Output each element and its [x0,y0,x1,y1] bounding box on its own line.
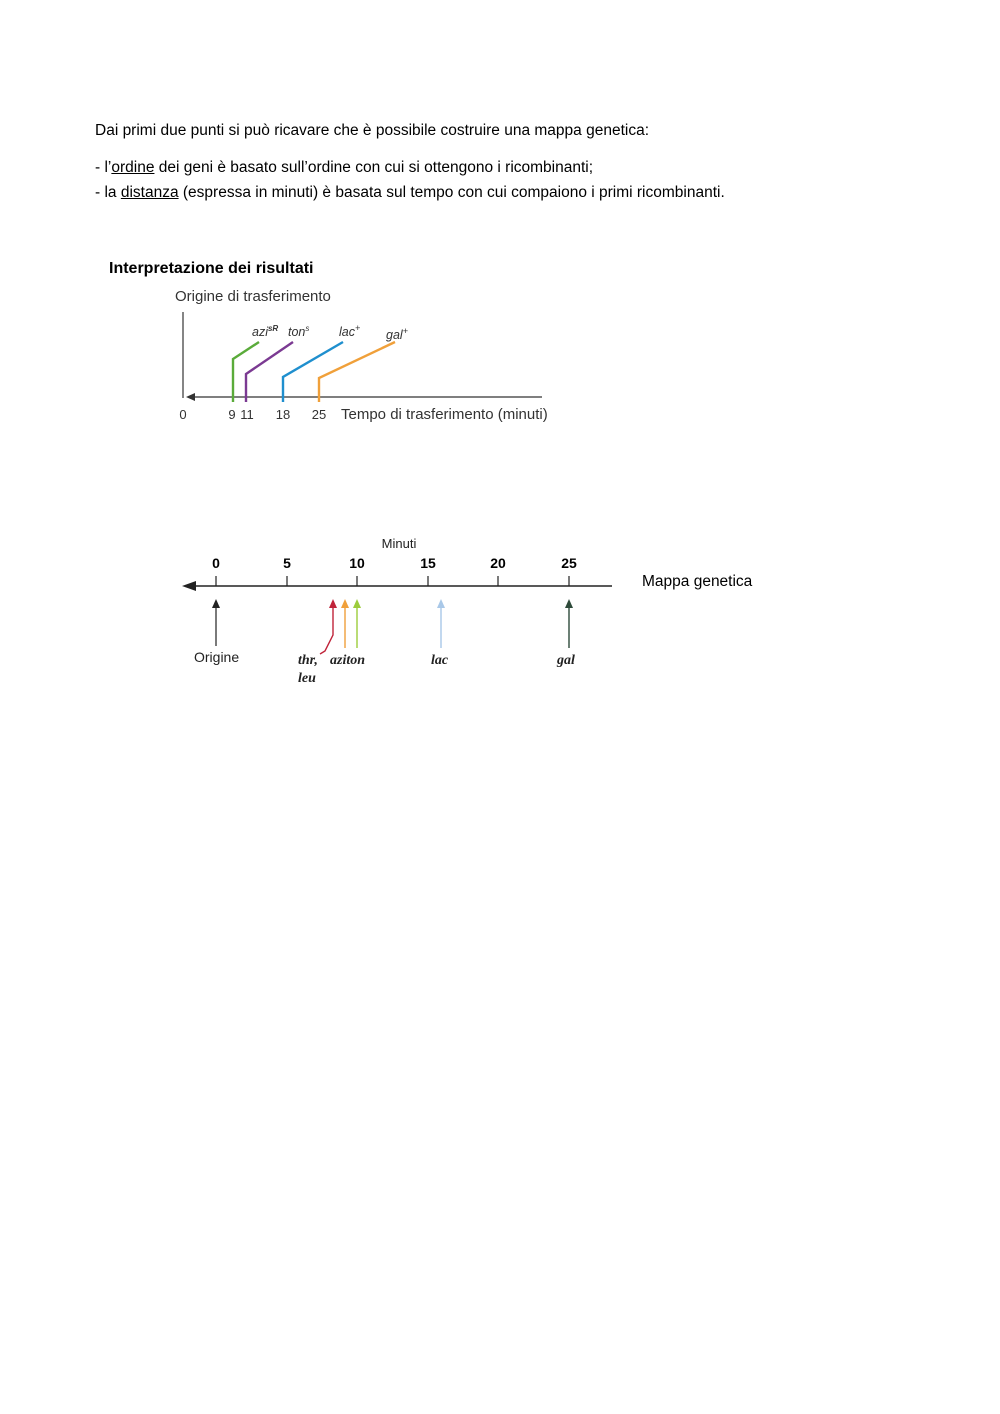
figure1-tick-9: 9 [228,407,236,422]
figure1-tick-18: 18 [275,407,291,422]
transfer-time-figure [100,250,580,435]
figure1-yaxis-label: Origine di trasferimento [175,288,331,305]
lac-label: lac [431,653,449,668]
thr-label: thr, [298,653,318,668]
thr-leu-arrow [320,608,333,654]
order-line [95,158,593,178]
distance-keyword: distanza [120,184,179,201]
ton-gene-label: ton$^s$ [288,324,310,339]
figure2-tick-20: 20 [490,555,506,571]
lac-arrow-head-icon [437,599,445,608]
azi-gene-label: azi$^{sR}$ [252,324,279,339]
order-keyword: ordine [111,159,155,176]
origin-label: Origine [194,649,240,665]
figure1-xaxis-label: Tempo di trasferimento (minuti) [341,406,548,423]
gal-transfer-line [319,342,395,402]
figure2-axis-title: Minuti [381,536,417,551]
figure2-axis-arrow-icon [182,581,196,591]
figure1-x-arrow-icon [186,393,195,401]
distance-line [95,183,725,203]
gal-label: gal [557,653,575,668]
origin-arrow-head-icon [212,599,220,608]
azi-arrow-head-icon [341,599,349,608]
figure1-tick-25: 25 [311,407,327,422]
aziton-label: aziton [330,653,366,668]
figure1-tick-11: 11 [240,407,254,422]
figure2-tick-5: 5 [283,555,291,571]
distance-prefix: - la [95,184,121,201]
figure2-tick-10: 10 [349,555,365,571]
thr-leu-arrow-head-icon [329,599,337,608]
figure2-tick-15: 15 [420,555,436,571]
genetic-map-figure [170,528,630,693]
ton-arrow-head-icon [353,599,361,608]
intro-line: Dai primi due punti si può ricavare che è possibile costruire una mappa genetica: [95,122,649,139]
genetic-map-label: Mappa genetica [642,573,753,590]
gal-arrow-head-icon [565,599,573,608]
order-suffix: dei geni è basato sull’ordine con cui si ottengono i ricombinanti; [154,159,594,176]
figure2-tick-25: 25 [561,555,577,571]
figure1-title: Interpretazione dei risultati [109,260,314,277]
figure1-tick-0: 0 [179,407,187,422]
leu-label: leu [298,671,316,686]
ton-transfer-line [246,342,293,402]
distance-suffix: (espressa in minuti) è basata sul tempo con cui compaiono i primi ricombinanti. [178,184,725,201]
gal-gene-label: gal+ [386,326,408,342]
lac-gene-label: lac+ [339,323,361,339]
figure2-tick-0: 0 [212,555,220,571]
order-prefix: - l’ [95,159,112,176]
